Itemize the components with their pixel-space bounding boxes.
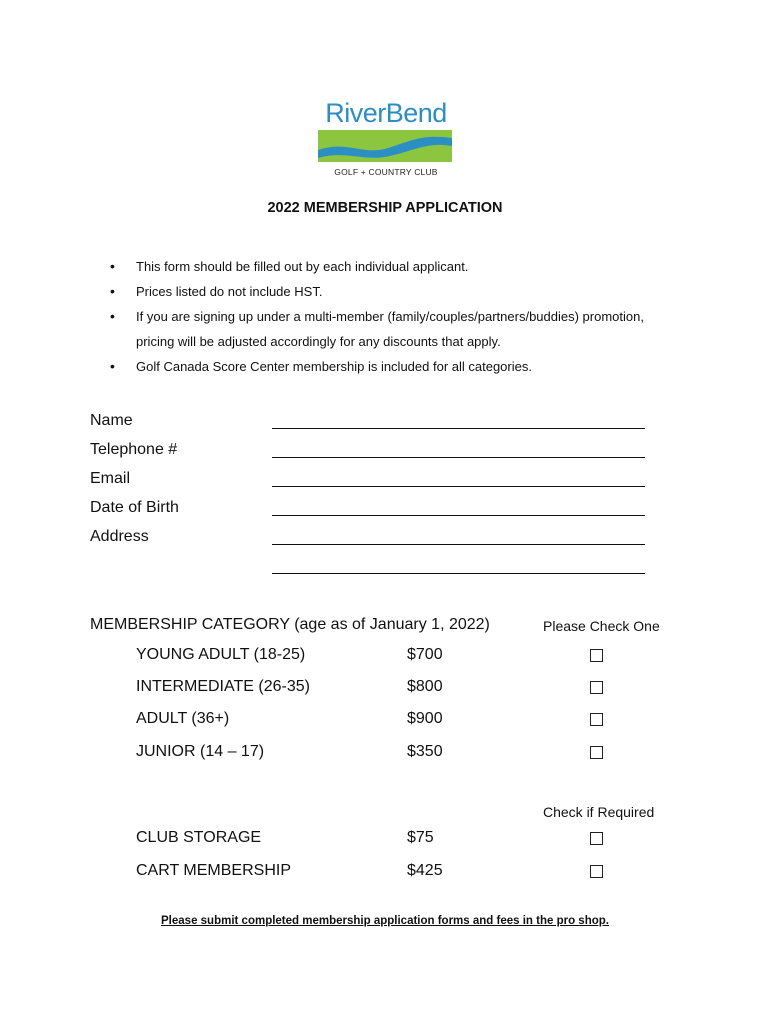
category-label: YOUNG ADULT (18-25) xyxy=(136,646,306,663)
junior-checkbox[interactable] xyxy=(590,746,603,759)
bullet-dot: • xyxy=(110,283,115,299)
young-adult-checkbox[interactable] xyxy=(590,649,603,662)
telephone-field[interactable] xyxy=(272,457,645,458)
club-logo xyxy=(316,98,456,177)
dob-field[interactable] xyxy=(272,515,645,516)
footer-note: Please submit completed membership application forms and fees in the pro shop. xyxy=(161,915,609,927)
bullet-text: Golf Canada Score Center membership is included for all categories. xyxy=(136,359,532,374)
address-field-line-2[interactable] xyxy=(272,573,645,574)
bullet-text: Prices listed do not include HST. xyxy=(136,284,323,299)
page-title: 2022 MEMBERSHIP APPLICATION xyxy=(267,200,503,216)
email-field[interactable] xyxy=(272,486,645,487)
telephone-label: Telephone # xyxy=(90,441,178,458)
check-if-required-heading: Check if Required xyxy=(543,804,655,820)
extra-price: $75 xyxy=(407,829,434,846)
category-label: JUNIOR (14 – 17) xyxy=(136,743,265,760)
bullet-dot: • xyxy=(110,308,115,324)
address-label: Address xyxy=(90,528,149,545)
bullet-continuation: pricing will be adjusted accordingly for any discounts that apply. xyxy=(136,334,501,349)
check-one-heading: Please Check One xyxy=(543,618,660,634)
category-label: INTERMEDIATE (26-35) xyxy=(136,678,310,695)
membership-heading: MEMBERSHIP CATEGORY (age as of January 1, 2022) xyxy=(90,616,490,633)
address-field-line-1[interactable] xyxy=(272,544,645,545)
category-price: $800 xyxy=(407,678,443,695)
dob-label: Date of Birth xyxy=(90,499,179,516)
bullet-text: If you are signing up under a multi-member (family/couples/partners/buddies) promotion, xyxy=(136,309,644,324)
bullet-dot: • xyxy=(110,258,115,274)
logo-grass xyxy=(318,130,452,162)
name-label: Name xyxy=(90,412,133,429)
logo-river-graphic xyxy=(318,130,452,162)
bullet-text: This form should be filled out by each individual applicant. xyxy=(136,259,469,274)
intermediate-checkbox[interactable] xyxy=(590,681,603,694)
category-price: $900 xyxy=(407,710,443,727)
bullet-dot: • xyxy=(110,358,115,374)
extra-label: CART MEMBERSHIP xyxy=(136,862,291,879)
name-field[interactable] xyxy=(272,428,645,429)
extra-price: $425 xyxy=(407,862,443,879)
logo-wordmark: RiverBend xyxy=(325,98,447,128)
club-storage-checkbox[interactable] xyxy=(590,832,603,845)
email-label: Email xyxy=(90,470,131,487)
extra-label: CLUB STORAGE xyxy=(136,829,262,846)
cart-membership-checkbox[interactable] xyxy=(590,865,603,878)
category-price: $700 xyxy=(407,646,443,663)
adult-checkbox[interactable] xyxy=(590,713,603,726)
category-price: $350 xyxy=(407,743,443,760)
category-label: ADULT (36+) xyxy=(136,710,230,727)
logo-subtitle: GOLF + COUNTRY CLUB xyxy=(334,167,438,177)
